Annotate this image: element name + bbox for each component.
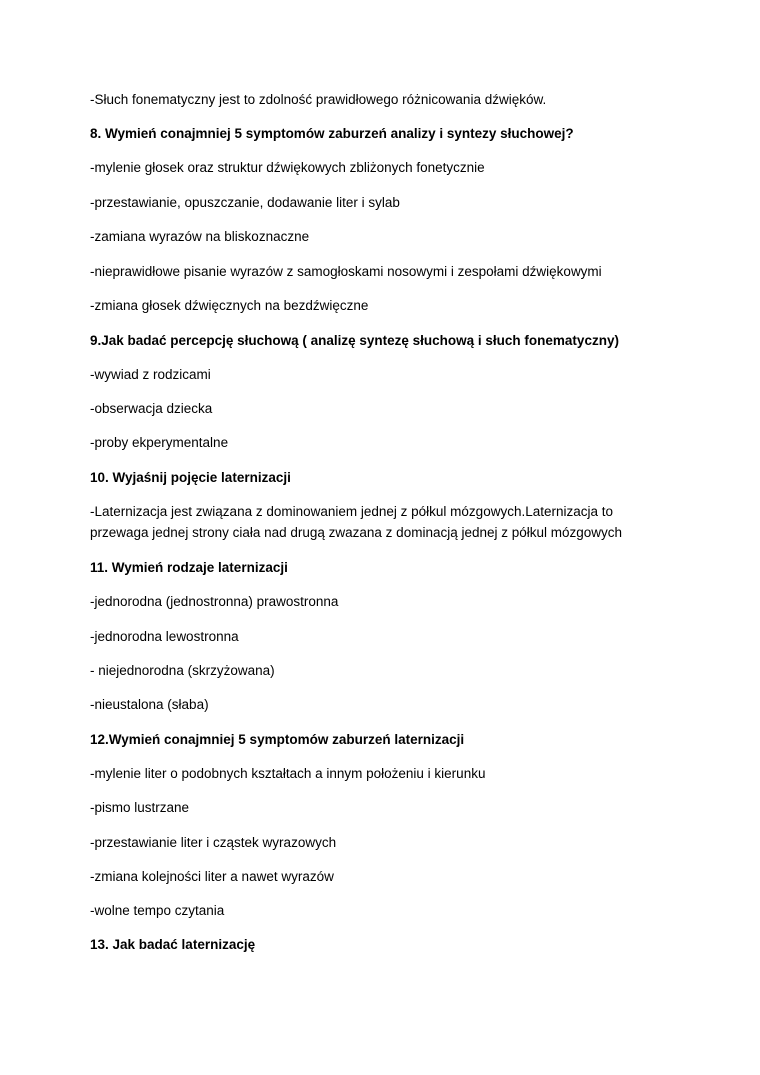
- list-item: -mylenie liter o podobnych kształtach a innym położeniu i kierunku: [90, 766, 486, 781]
- paragraph-line: -Laternizacja jest związana z dominowaniem jednej z półkul mózgowych.Laternizacja to: [90, 504, 614, 519]
- question-heading: 9.Jak badać percepcję słuchową ( analizę syntezę słuchową i słuch fonematyczny): [90, 333, 619, 348]
- list-item: -zamiana wyrazów na bliskoznaczne: [90, 229, 310, 244]
- question-heading: 8. Wymień conajmniej 5 symptomów zaburzeń analizy i syntezy słuchowej?: [90, 126, 574, 141]
- list-item: -wywiad z rodzicami: [90, 367, 211, 382]
- list-item: -zmiana kolejności liter a nawet wyrazów: [90, 869, 334, 884]
- question-heading: 11. Wymień rodzaje laternizacji: [90, 560, 288, 575]
- paragraph-line: -Słuch fonematyczny jest to zdolność prawidłowego różnicowania dźwięków.: [90, 92, 547, 107]
- list-item: -jednorodna lewostronna: [90, 629, 239, 644]
- list-item: -przestawianie liter i cząstek wyrazowych: [90, 835, 337, 850]
- question-heading: 12.Wymień conajmniej 5 symptomów zaburzeń laternizacji: [90, 732, 465, 747]
- question-heading: 13. Jak badać laternizację: [90, 937, 256, 952]
- list-item: -obserwacja dziecka: [90, 401, 213, 416]
- paragraph-line: przewaga jednej strony ciała nad drugą zwazana z dominacją jednej z półkul mózgowych: [90, 525, 623, 540]
- list-item: -proby ekperymentalne: [90, 435, 229, 450]
- list-item: -nieprawidłowe pisanie wyrazów z samogłoskami nosowymi i zespołami dźwiękowymi: [90, 264, 602, 279]
- list-item: -jednorodna (jednostronna) prawostronna: [90, 594, 339, 609]
- question-heading: 10. Wyjaśnij pojęcie laternizacji: [90, 470, 291, 485]
- list-item: -przestawianie, opuszczanie, dodawanie liter i sylab: [90, 195, 400, 210]
- list-item: -nieustalona (słaba): [90, 697, 209, 712]
- list-item: -wolne tempo czytania: [90, 903, 225, 918]
- list-item: -mylenie głosek oraz struktur dźwiękowych zbliżonych fonetycznie: [90, 160, 485, 175]
- list-item: -pismo lustrzane: [90, 800, 190, 815]
- list-item: -zmiana głosek dźwięcznych na bezdźwięczne: [90, 298, 369, 313]
- list-item: - niejednorodna (skrzyżowana): [90, 663, 275, 678]
